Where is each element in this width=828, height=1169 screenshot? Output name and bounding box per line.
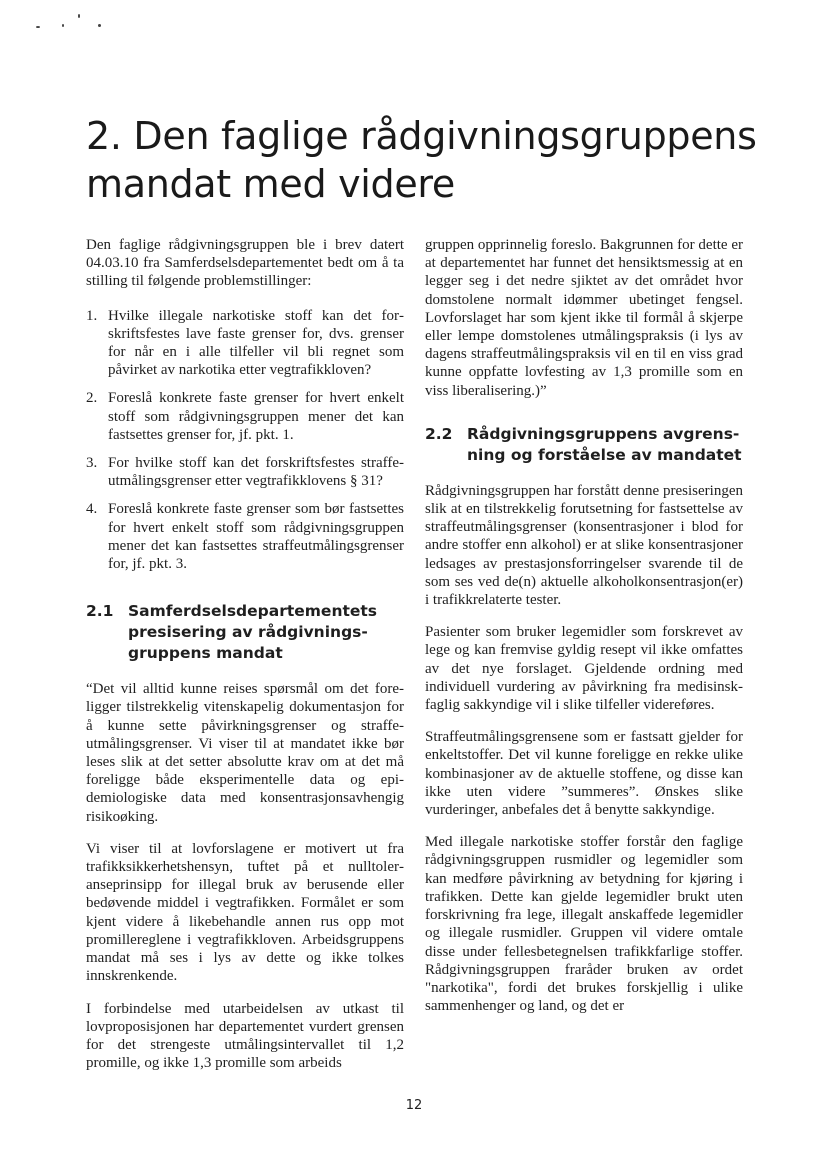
scan-speck	[36, 26, 40, 28]
body-paragraph: gruppen opprinnelig foreslo. Bakgrunnen for dette er at departementet har funnet det hensiktsmessig at en legger seg i det nedre sjiktet av det området hvor domstolene normalt idømmer ubetinget fengsel. Lovforslaget har som kjent ikke til formål å skjerpe eller lempe domstolenes utmålingspraksis (i lys av dagens straffeutmålingspraksis vil en til en viss grad kunne oppfatte lovfesting av 1,3 promille som en viss liberalisering.)”	[425, 237, 743, 399]
section-title: Rådgivningsgruppens avgrensning og forståelse av mandatet	[467, 424, 742, 464]
chapter-title	[86, 112, 766, 208]
scan-speck	[78, 14, 80, 18]
body-paragraph: Vi viser til at lovforslagene er motivert ut fra trafikksikkerhetshensyn, tuftet på et nulltoleranseprinsipp for illegal bruk av berusende eller bedøvende middel i vegtrafikken. Formålet er som kjent videre å likebehandle annen rus opp mot promillereglene i vegtrafikkloven. Arbeidsgruppens mandat må ses i lys av dette og ikke tolkes innskrenkende.	[86, 840, 404, 985]
section-number: 2.1	[86, 602, 114, 621]
right-column	[425, 236, 743, 1029]
section-title: Samferdselsdepartementets presisering av rådgivningsgruppens mandat	[128, 602, 378, 663]
page-number: 12	[405, 1098, 423, 1113]
section-heading-2-2	[425, 424, 743, 466]
chapter-title-line-2: mandat med videre	[86, 162, 455, 206]
chapter-title-line-1: 2. Den faglige rådgivningsgruppens	[86, 114, 757, 158]
question-item: 4. Foreslå konkrete faste grenser som bør fastsettes for hvert enkelt stoff som rådgivningsgruppen mener det kan fastsettes straffeutmålingsgrenser for, jf. pkt. 3.	[86, 501, 404, 573]
body-paragraph: I forbindelse med utarbeidelsen av utkast til lovproposisjonen har departementet vurdert grensen for det strengeste utmålingsintervallet til 1,2 promille, og ikke 1,3 promille som arbeids	[86, 1000, 404, 1072]
body-paragraph: “Det vil alltid kunne reises spørsmål om det foreligger tilstrekkelig vitenskapelig dokumentasjon for å kunne sette påvirkningsgrenser og straffeutmålingsgrenser. Vi viser til at mandatet ikke bør leses slik at det setter absolutte krav om at det må foreligge både eksperimentelle data og epidemiologiske data med konsentrasjonsavhengig risikoøking.	[86, 681, 404, 825]
section-heading-2-1	[86, 601, 404, 664]
body-paragraph: Straffeutmålingsgrensene som er fastsatt gjelder for enkeltstoffer. Det vil kunne foreligge en rekke ulike kombinasjoner av de aktuelle stoffene, og disse kan ikke uten videre ”summeres”. Ønskes slike vurderinger, anbefales det å benytte sakkyndige.	[425, 729, 743, 819]
question-item: 1. Hvilke illegale narkotiske stoff kan det forskriftsfestes lave faste grenser for, dvs. grenser for når en i alle tilfeller vil bli regnet som påvirket av narkotika etter vegtrafikkloven?	[86, 307, 404, 379]
scan-speck	[98, 24, 101, 27]
question-item: 2. Foreslå konkrete faste grenser for hvert enkelt stoff som rådgivningsgruppen mener det kan fastsettes grenser for, jf. pkt. 1.	[86, 390, 404, 443]
body-paragraph: Pasienter som bruker legemidler som forskrevet av lege og kan fremvise gyldig resept vil ikke omfattes av det nye forslaget. Gjeldende ordning med individuell vurdering av påvirkning fra medisinskfaglig sakkyndige vil i slike tilfeller videreføres.	[425, 624, 743, 714]
body-paragraph: Rådgivningsgruppen har forstått denne presiseringen slik at en tilstrekkelig forutsetning for fastsettelse av straffeutmålingsgrenser (konsentrasjoner i blod for andre stoffer enn alkohol) er at slike konsentrasjoner ledsages av prestasjonsforringelser svarende til de som ses ved de(n) aktuelle alkoholkonsentrasjon(er) i trafikkrelaterte tester.	[425, 482, 743, 609]
body-paragraph: Med illegale narkotiske stoffer forstår den faglige rådgivningsgruppen rusmidler og legemidler som kan medføre påvirkning av betydning for kjøring i trafikken. Dette kan gjelde legemidler brukt uten forskrivning fra lege, illegalt anskaffede legemidler og illegale rusmidler. Gruppen vil videre omtale disse under fellesbetegnelsen trafikkfarlige stoffer. Rådgivningsgruppen fraråder bruken av ordet "narkotika", fordi det brukes forskjellig i ulike sammenhenger og land, og det er	[425, 834, 743, 1015]
question-list	[86, 307, 404, 574]
question-item: 3. For hvilke stoff kan det forskriftsfestes straffeutmålingsgrenser etter vegtrafikklovens § 31?	[86, 455, 404, 490]
section-number: 2.2	[425, 424, 453, 443]
left-column	[86, 236, 404, 1086]
intro-paragraph: Den faglige rådgivningsgruppen ble i brev datert 04.03.10 fra Samferdselsdepartementet bedt om å ta stilling til følgende problemstillinger:	[86, 237, 404, 290]
scan-speck	[62, 24, 64, 27]
